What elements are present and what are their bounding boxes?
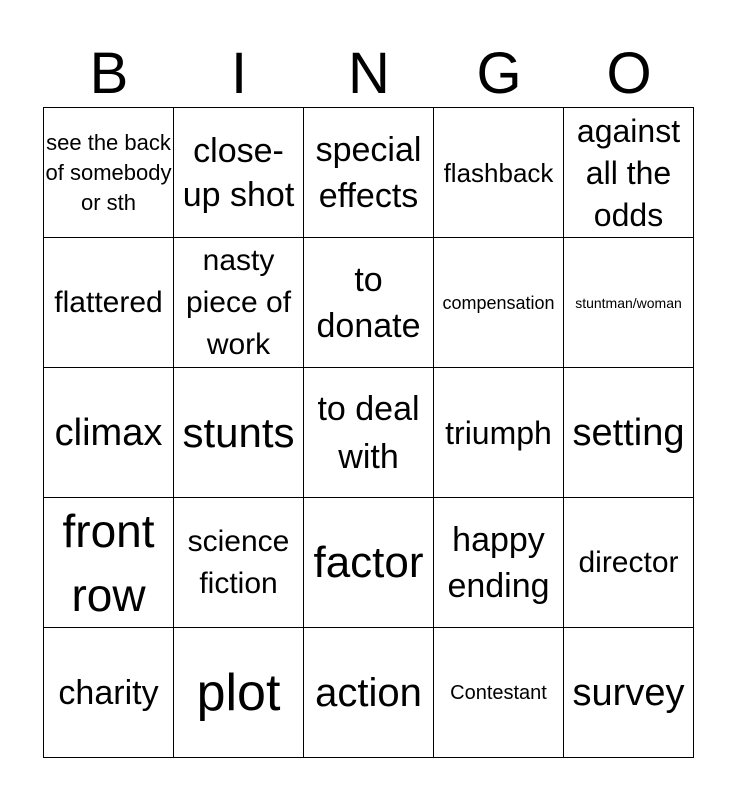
bingo-cell[interactable]	[44, 628, 174, 758]
header-letter-n: N	[348, 41, 390, 106]
bingo-header	[44, 40, 694, 108]
bingo-cell-text: Contestant	[450, 681, 547, 704]
bingo-cell-text: nasty piece of work	[185, 243, 292, 361]
bingo-cell[interactable]	[564, 628, 694, 758]
bingo-cell-text: survey	[572, 671, 685, 714]
bingo-cell[interactable]	[174, 628, 304, 758]
bingo-cell[interactable]	[564, 238, 694, 368]
bingo-cell[interactable]	[434, 628, 564, 758]
bingo-cell-text: action	[315, 670, 422, 715]
bingo-cell-text: climax	[54, 411, 163, 454]
bingo-cell-text: stuntman/woman	[575, 294, 682, 311]
bingo-cell[interactable]	[44, 238, 174, 368]
bingo-cell-text: factor	[313, 537, 424, 587]
bingo-cell-text: flashback	[443, 157, 554, 188]
bingo-cell-text: flattered	[54, 285, 163, 319]
bingo-cell[interactable]	[174, 368, 304, 498]
header-letter-b: B	[89, 41, 129, 106]
bingo-cell-text: happy ending	[447, 520, 550, 605]
bingo-cell-text: to deal with	[317, 389, 420, 476]
bingo-cell[interactable]	[304, 238, 434, 368]
bingo-cell[interactable]	[174, 498, 304, 628]
bingo-cell[interactable]	[434, 108, 564, 238]
bingo-cell-text: front row	[62, 504, 155, 621]
header-letter-o: O	[606, 41, 652, 106]
bingo-cell[interactable]	[434, 498, 564, 628]
bingo-cell-text: see the back of somebody or sth	[45, 129, 172, 215]
bingo-cell-text: compensation	[442, 292, 555, 313]
bingo-cell[interactable]	[304, 368, 434, 498]
bingo-cell[interactable]	[174, 108, 304, 238]
bingo-cell[interactable]	[434, 238, 564, 368]
header-letter-g: G	[476, 41, 522, 106]
bingo-cell-text: setting	[572, 411, 685, 454]
bingo-cell[interactable]	[174, 238, 304, 368]
bingo-cell-text: science fiction	[187, 524, 290, 600]
bingo-cell-text: triumph	[445, 414, 552, 451]
bingo-cell-text: special effects	[315, 130, 422, 215]
bingo-cell[interactable]	[564, 108, 694, 238]
bingo-cell-text: stunts	[182, 408, 295, 456]
bingo-cell-text: against all the odds	[576, 112, 681, 233]
bingo-cell[interactable]	[564, 368, 694, 498]
bingo-cell-text: director	[578, 545, 679, 579]
bingo-cell-text: to donate	[316, 260, 421, 345]
bingo-cell[interactable]	[44, 498, 174, 628]
bingo-cell[interactable]	[304, 498, 434, 628]
bingo-cell[interactable]	[434, 368, 564, 498]
bingo-cell[interactable]	[564, 498, 694, 628]
bingo-grid	[43, 107, 694, 758]
bingo-cell[interactable]	[304, 628, 434, 758]
header-letter-i: I	[230, 41, 248, 106]
bingo-cell[interactable]	[44, 368, 174, 498]
bingo-cell[interactable]	[304, 108, 434, 238]
bingo-cell[interactable]	[44, 108, 174, 238]
bingo-cell-text: plot	[196, 663, 281, 722]
bingo-cell-text: close-up shot	[182, 131, 295, 214]
bingo-cell-text: charity	[58, 673, 159, 712]
